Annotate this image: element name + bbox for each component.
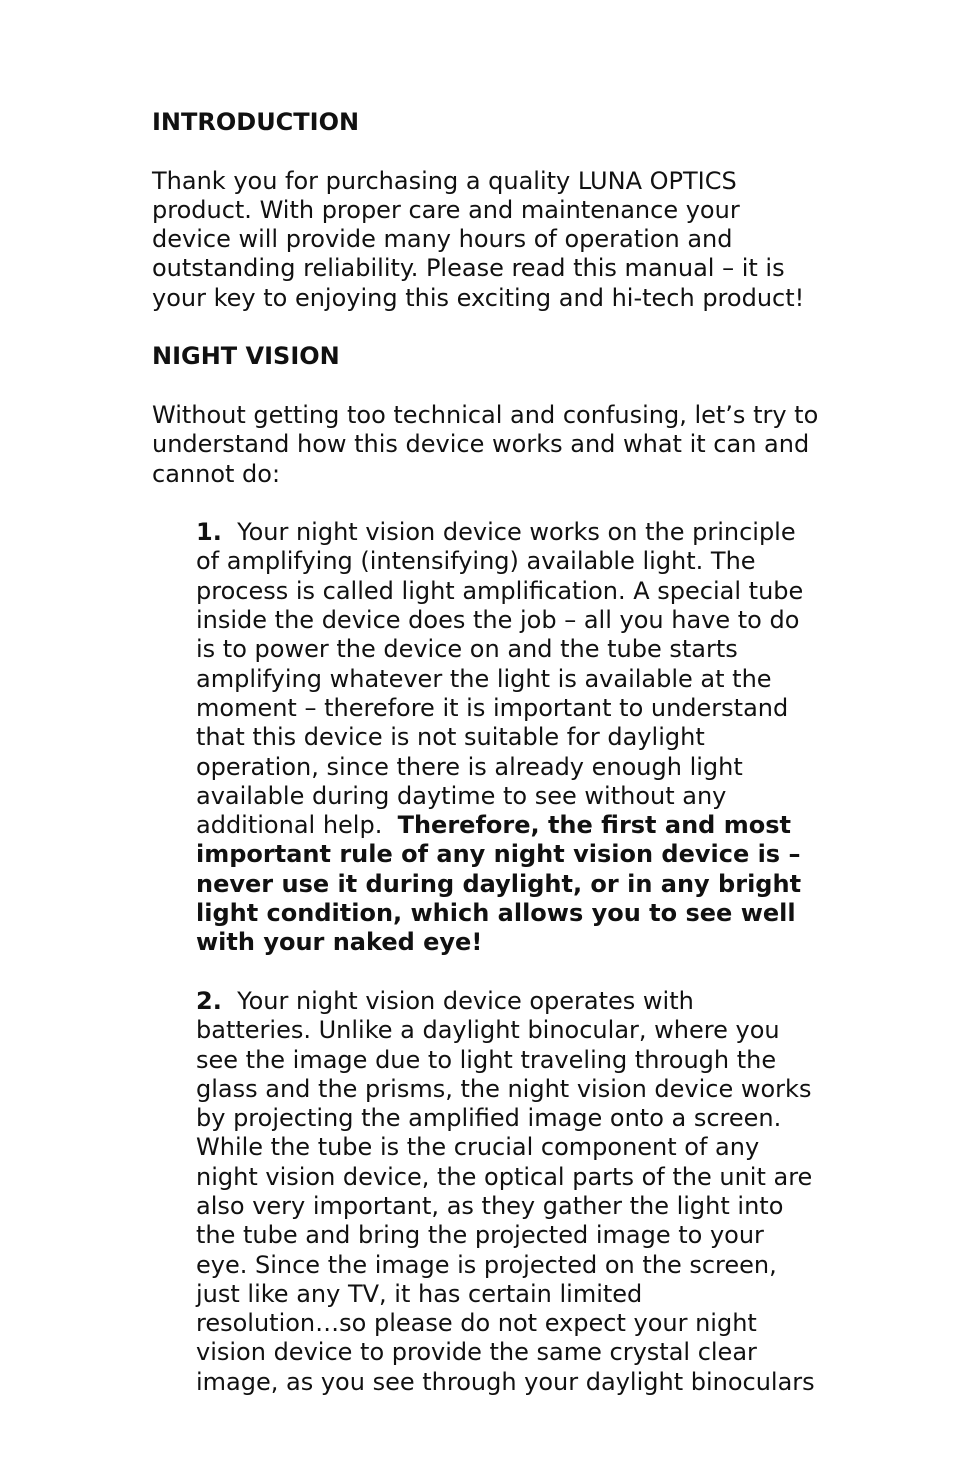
intro-line: device will provide many hours of operation and: [152, 225, 733, 254]
spacer: [152, 137, 832, 166]
item-line: eye. Since the image is projected on the screen,: [196, 1250, 777, 1279]
numbered-list: [196, 518, 832, 1397]
spacer: [152, 489, 832, 518]
item-line: also very important, as they gather the light into: [196, 1191, 784, 1220]
night-vision-paragraph: [152, 401, 832, 489]
night-vision-line: cannot do:: [152, 459, 281, 488]
item-line: is to power the device on and the tube starts: [196, 635, 738, 664]
spacer: [152, 372, 832, 401]
manual-page: [152, 108, 832, 1397]
item-line: night vision device, the optical parts of the unit are: [196, 1162, 813, 1191]
item-number: 2.: [196, 986, 222, 1015]
intro-line: your key to enjoying this exciting and hi-tech product!: [152, 283, 805, 312]
intro-line: product. With proper care and maintenance your: [152, 195, 740, 224]
list-item-2: [196, 987, 832, 1397]
item-text: additional help.: [196, 811, 383, 840]
spacer: [152, 313, 832, 342]
item-line: moment – therefore it is important to understand: [196, 693, 789, 722]
item-line: the tube and bring the projected image to your: [196, 1221, 764, 1250]
item-line: available during daytime to see without any: [196, 781, 727, 810]
item-line: that this device is not suitable for daylight: [196, 723, 705, 752]
item-text: Your night vision device operates with: [237, 986, 694, 1015]
item-line: operation, since there is already enough light: [196, 752, 743, 781]
item-line: glass and the prisms, the night vision device works: [196, 1074, 812, 1103]
warning-line: light condition, which allows you to see well: [196, 899, 796, 928]
item-line: by projecting the amplified image onto a screen.: [196, 1104, 782, 1133]
introduction-heading: INTRODUCTION: [152, 108, 360, 136]
intro-line: Thank you for purchasing a quality LUNA OPTICS: [152, 166, 737, 195]
introduction-paragraph: [152, 167, 832, 313]
item-line: While the tube is the crucial component of any: [196, 1133, 760, 1162]
item-number: 1.: [196, 518, 222, 547]
night-vision-line: Without getting too technical and confusing, let’s try to: [152, 400, 819, 429]
intro-line: outstanding reliability. Please read this manual – it is: [152, 254, 785, 283]
warning-line: never use it during daylight, or in any bright: [196, 869, 802, 898]
list-item-1: [196, 518, 832, 957]
item-line: of amplifying (intensifying) available light. The: [196, 547, 756, 576]
item-line: image, as you see through your daylight binoculars: [196, 1367, 815, 1396]
item-line: vision device to provide the same crystal clear: [196, 1338, 757, 1367]
spacer: [196, 958, 832, 987]
item-line: amplifying whatever the light is available at the: [196, 664, 772, 693]
item-line: process is called light amplification. A special tube: [196, 576, 804, 605]
warning-text: Therefore, the first and most: [397, 811, 791, 840]
item-text: Your night vision device works on the principle: [237, 518, 796, 547]
item-line: inside the device does the job – all you have to do: [196, 606, 800, 635]
item-line: batteries. Unlike a daylight binocular, where you: [196, 1016, 780, 1045]
item-line: resolution…so please do not expect your night: [196, 1309, 757, 1338]
item-line: see the image due to light traveling through the: [196, 1045, 777, 1074]
item-line: just like any TV, it has certain limited: [196, 1279, 643, 1308]
warning-line: important rule of any night vision device is –: [196, 840, 801, 869]
warning-line: with your naked eye!: [196, 928, 483, 957]
night-vision-heading: NIGHT VISION: [152, 342, 340, 371]
night-vision-line: understand how this device works and what it can and: [152, 430, 810, 459]
